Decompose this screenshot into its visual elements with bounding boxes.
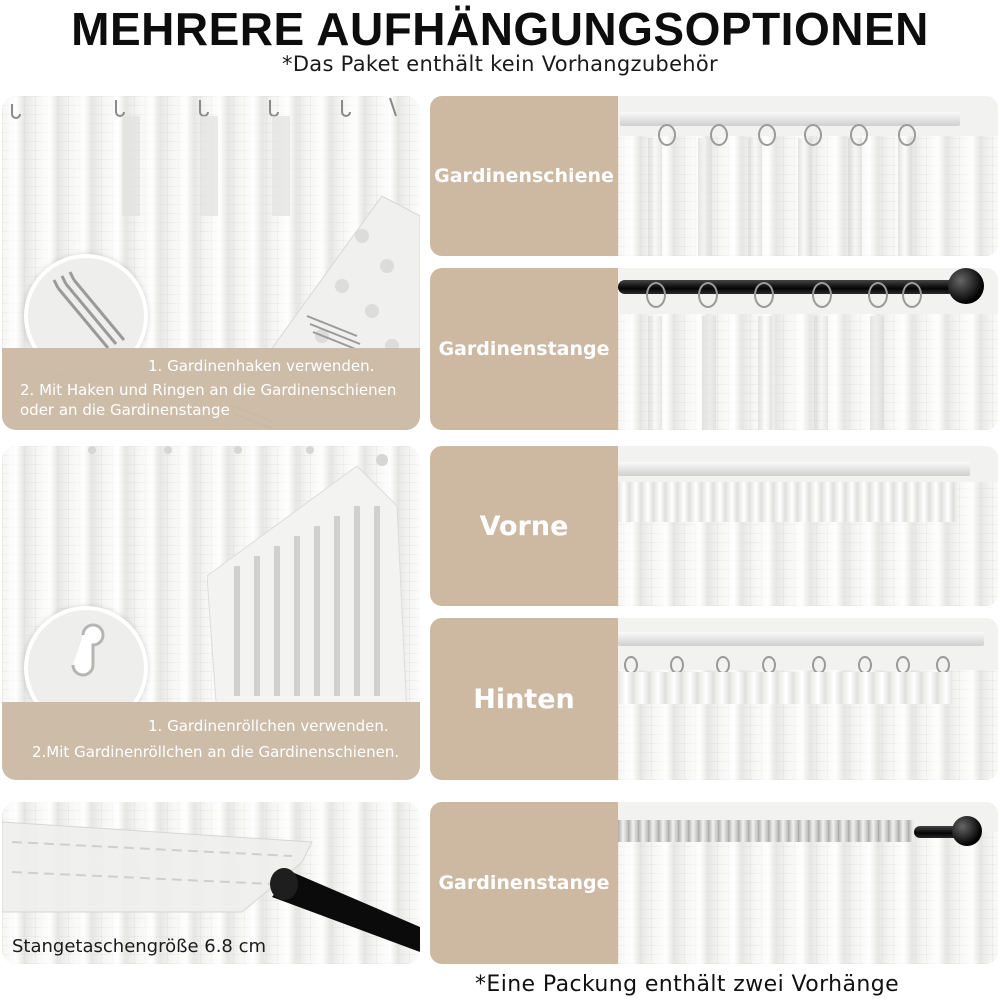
option-rod-rings bbox=[430, 268, 998, 430]
hook-step-2: 2. Mit Haken und Ringen an die Gardinenschienen bbox=[20, 381, 397, 399]
option-label: Hinten bbox=[473, 683, 575, 715]
hook-icon bbox=[804, 124, 822, 146]
pleated-heading-fold bbox=[207, 466, 420, 716]
gathered-heading bbox=[618, 482, 958, 522]
option-label: Gardinenschiene bbox=[434, 165, 614, 187]
hook-instructions-band bbox=[2, 348, 420, 430]
ring-icon bbox=[902, 282, 922, 308]
hook-icon bbox=[710, 124, 728, 146]
ring-icon bbox=[698, 282, 718, 308]
rod-pocket-caption: Stangetaschengröße 6.8 cm bbox=[12, 936, 267, 957]
option-photo bbox=[618, 618, 998, 780]
hook-method-panel bbox=[2, 96, 420, 430]
option-label: Gardinenstange bbox=[438, 872, 610, 894]
page-subtitle: *Das Paket enthält kein Vorhangzubehör bbox=[282, 52, 718, 76]
option-label: Vorne bbox=[479, 510, 569, 542]
curtain-track-icon bbox=[618, 632, 984, 646]
option-front bbox=[430, 446, 998, 606]
option-photo bbox=[618, 96, 998, 256]
option-track-hooks bbox=[430, 96, 998, 256]
option-photo bbox=[618, 802, 998, 964]
ring-icon bbox=[646, 282, 666, 308]
footer-note: *Eine Packung enthält zwei Vorhänge bbox=[475, 972, 900, 997]
option-photo bbox=[618, 268, 998, 430]
gathered-rod-pocket bbox=[618, 820, 914, 842]
hook-step-1: 1. Gardinenhaken verwenden. bbox=[148, 357, 375, 375]
option-rod-pocket bbox=[430, 802, 998, 964]
page-title: MEHRERE AUFHÄNGUNGSOPTIONEN bbox=[71, 3, 929, 55]
sheer-curtain-photo bbox=[618, 832, 998, 964]
hook-icon bbox=[850, 124, 868, 146]
ring-icon bbox=[812, 282, 832, 308]
option-label-box bbox=[430, 96, 618, 256]
gathered-heading bbox=[618, 672, 952, 704]
option-label-box bbox=[430, 268, 618, 430]
sheer-curtain-photo bbox=[618, 314, 998, 430]
option-label: Gardinenstange bbox=[438, 338, 610, 360]
option-photo bbox=[618, 446, 998, 606]
ring-icon bbox=[754, 282, 774, 308]
option-label-box bbox=[430, 446, 618, 606]
hook-icon bbox=[758, 124, 776, 146]
rod-pocket-panel bbox=[2, 802, 420, 964]
roller-instructions-band bbox=[2, 702, 420, 780]
roller-step-1: 1. Gardinenröllchen verwenden. bbox=[148, 717, 389, 735]
option-back bbox=[430, 618, 998, 780]
hook-icon bbox=[898, 124, 916, 146]
roller-step-2: 2.Mit Gardinenröllchen an die Gardinenschienen. bbox=[32, 743, 400, 761]
roller-method-panel bbox=[2, 446, 420, 780]
option-label-box bbox=[430, 618, 618, 780]
ring-icon bbox=[868, 282, 888, 308]
hook-step-2-cont: oder an die Gardinenstange bbox=[20, 401, 230, 419]
rod-finial-icon bbox=[948, 268, 984, 304]
option-label-box bbox=[430, 802, 618, 964]
curtain-track-icon bbox=[618, 462, 970, 476]
rod-finial-icon bbox=[952, 816, 982, 846]
hook-icon bbox=[658, 124, 676, 146]
